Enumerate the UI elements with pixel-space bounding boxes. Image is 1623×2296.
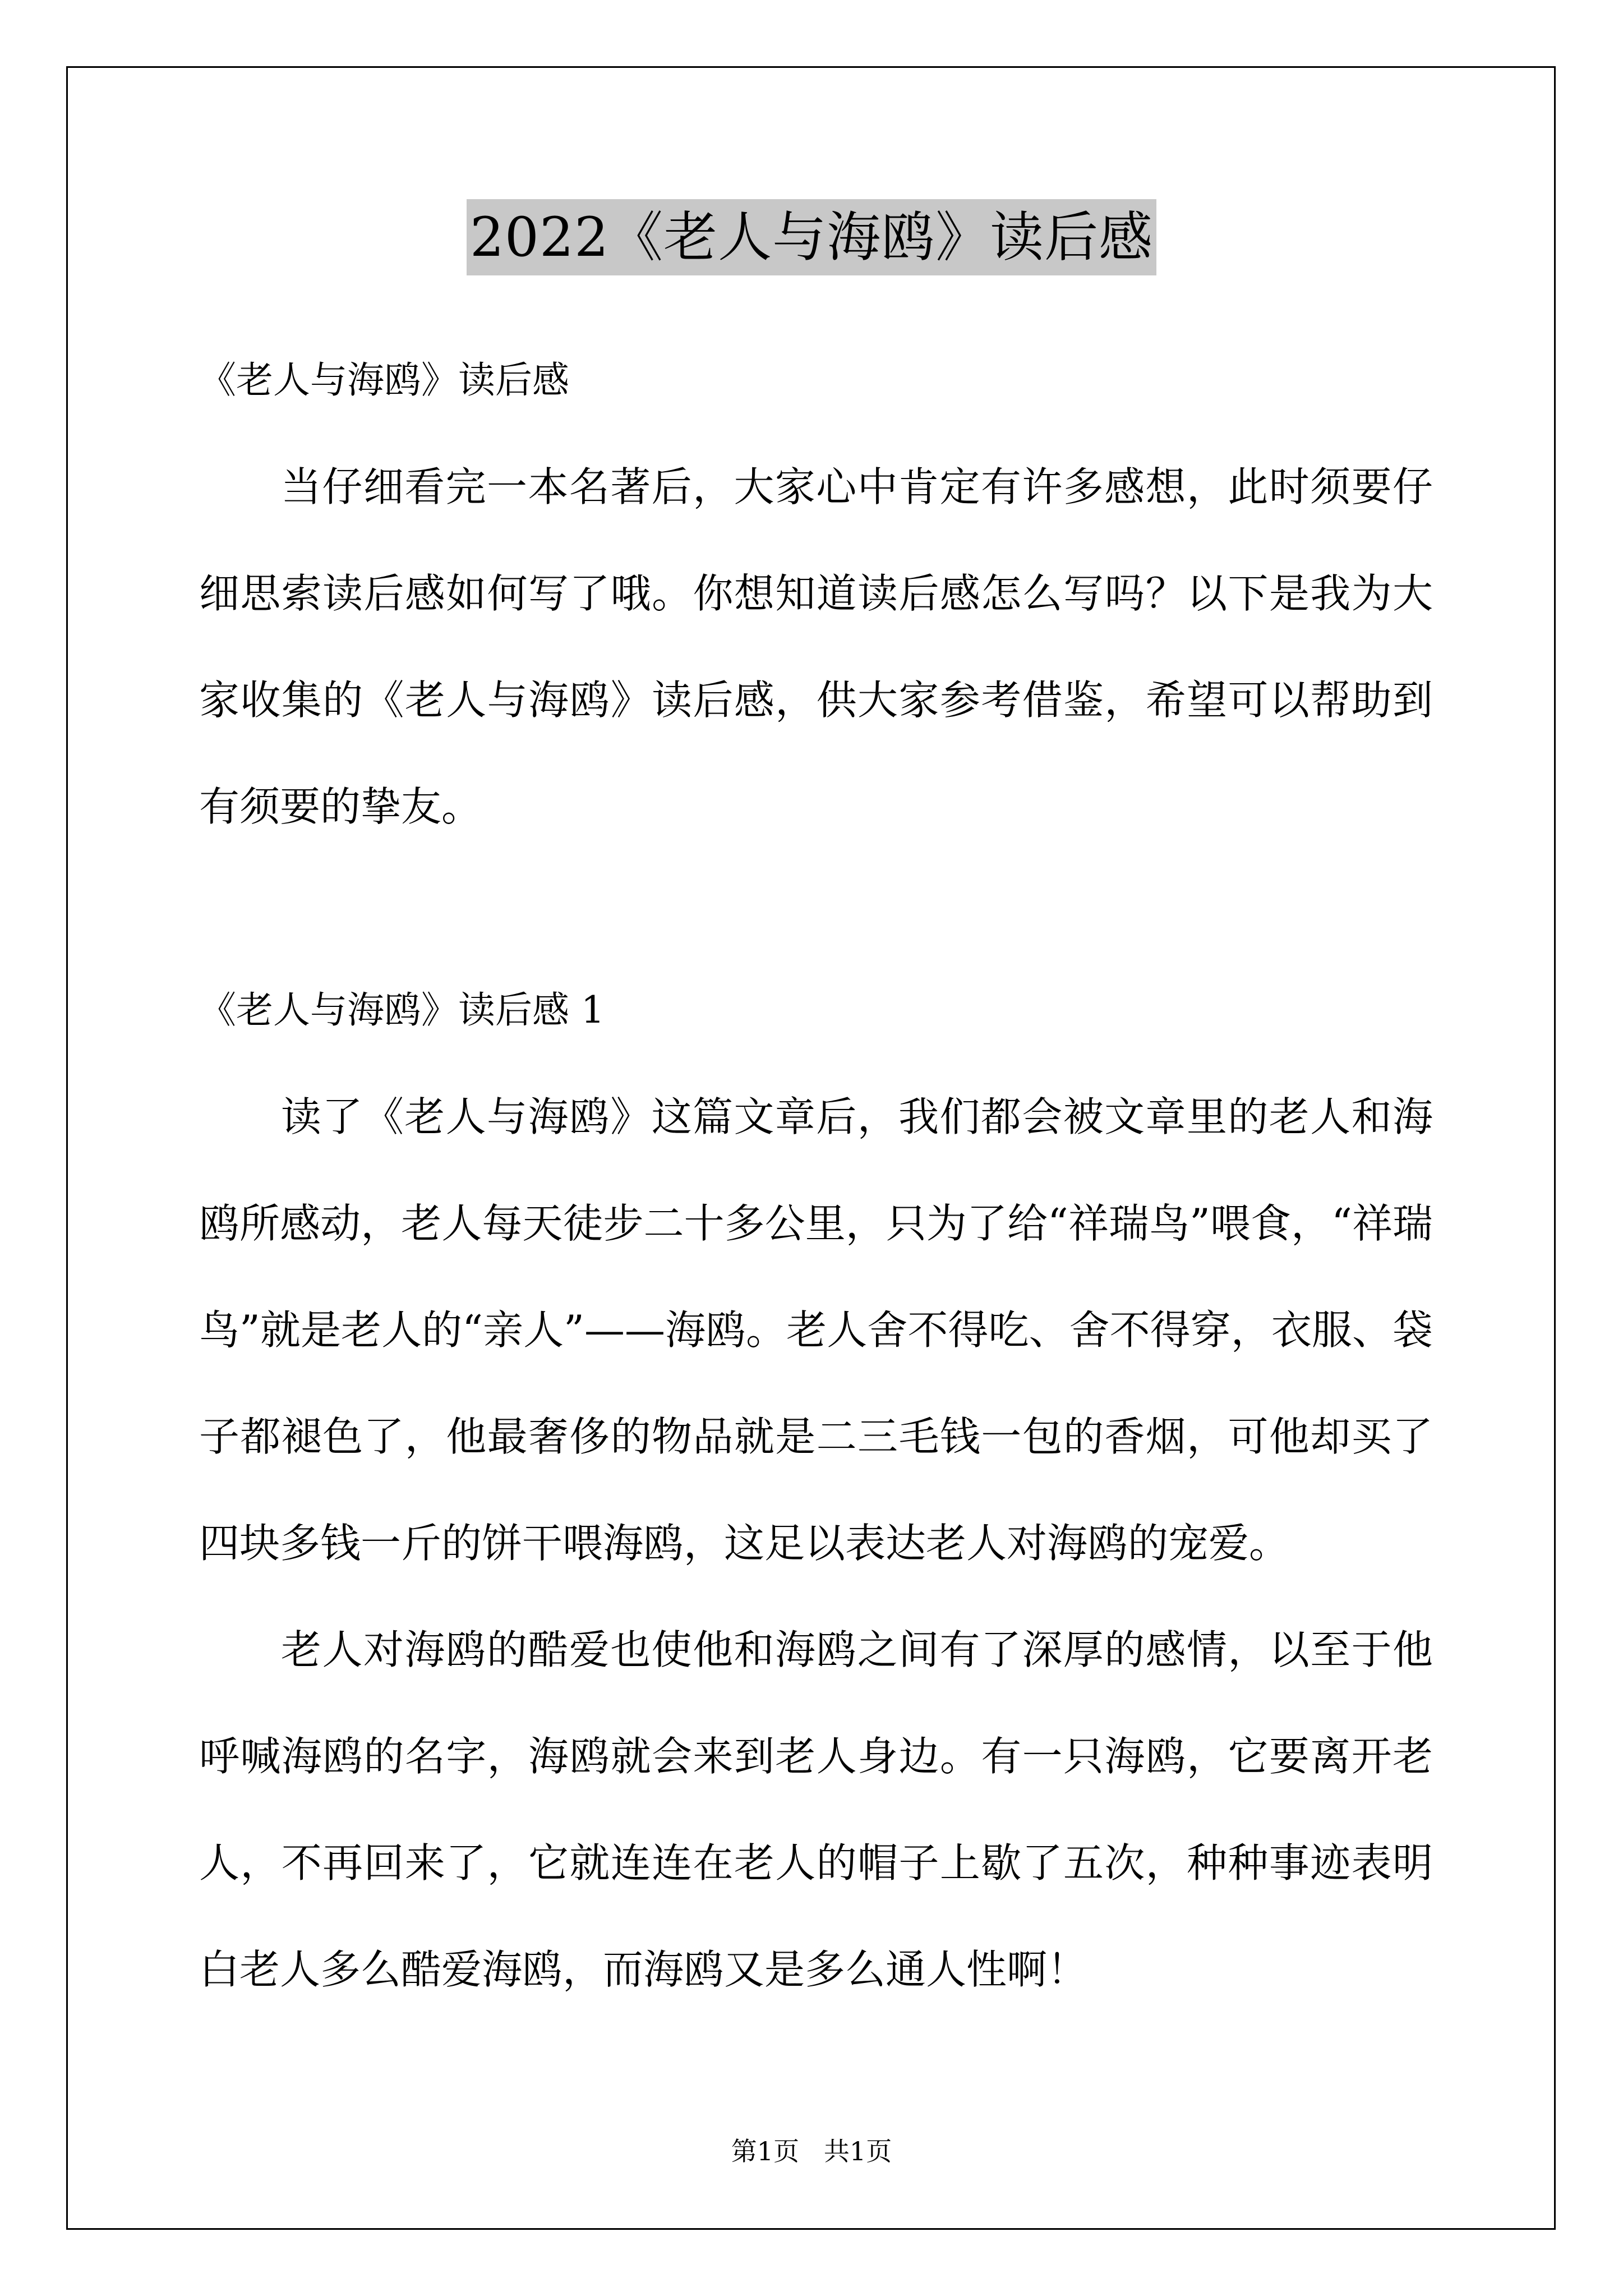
document-title: 2022《老人与海鸥》读后感 xyxy=(467,199,1156,275)
intro-paragraph: 当仔细看完一本名著后，大家心中肯定有许多感想，此时须要仔细思索读后感如何写了哦。你想知道读后感怎么写吗？以下是我为大家收集的《老人与海鸥》读后感，供大家参考借鉴，希望可以帮助到有须要的挚友。 xyxy=(199,463,1433,830)
document-body xyxy=(199,342,1433,2023)
section-1-paragraph-2: 老人对海鸥的酷爱也使他和海鸥之间有了深厚的感情，以至于他呼喊海鸥的名字，海鸥就会来到老人身边。有一只海鸥，它要离开老人，不再回来了，它就连连在老人的帽子上歇了五次，种种事迹表明白老人多么酷爱海鸥，而海鸥又是多么通人性啊！ xyxy=(199,1626,1433,1993)
section-1-heading: 《老人与海鸥》读后感 1 xyxy=(199,988,605,1032)
intro-heading: 《老人与海鸥》读后感 xyxy=(199,358,569,402)
title-container xyxy=(0,199,1623,275)
section-1-paragraph-1: 读了《老人与海鸥》这篇文章后，我们都会被文章里的老人和海鸥所感动，老人每天徒步二十多公里，只为了给“祥瑞鸟”喂食，“祥瑞鸟”就是老人的“亲人”——海鸥。老人舍不得吃、舍不得穿，衣服、袋子都褪色了，他最奢侈的物品就是二三毛钱一包的香烟，可他却买了四块多钱一斤的饼干喂海鸥，这足以表达老人对海鸥的宠爱。 xyxy=(199,1093,1433,1567)
page-footer: 第1页 共1页 xyxy=(731,2136,892,2166)
section-spacer xyxy=(199,860,1433,972)
